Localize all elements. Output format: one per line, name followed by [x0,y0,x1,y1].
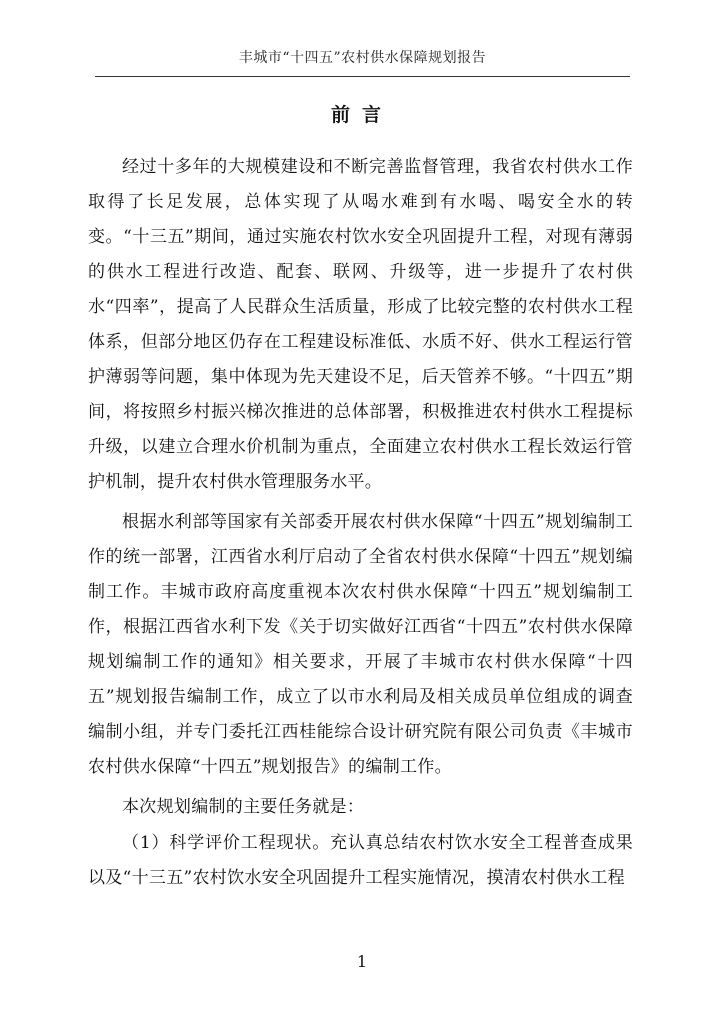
paragraph-tasks-lead: 本次规划编制的主要任务就是： [122,797,365,817]
paragraph-background: 根据水利部等国家有关部委开展农村供水保障“十四五”规划编制工作的统一部署，江西省水利厅启动了全省农村供水保障“十四五”规划编制工作。丰城市政府高度重视本次农村供水保障“十四五”规划编制工作，根据江西省水利下发《关于切实做好江西省“十四五”农村供水保障规划编制工作的通知》相关要求，开展了丰城市农村供水保障“十四五”规划报告编制工作，成立了以市水利局及相关成员单位组成的调查编制小组，并专门委托江西桂能综合设计研究院有限公司负责《丰城市农村供水保障“十四五”规划报告》的编制工作。 [88,512,633,777]
paragraph-task-1: （1）科学评价工程现状。充认真总结农村饮水安全工程普查成果以及“十三五”农村饮水安全巩固提升工程实施情况，摸清农村供水工程 [88,833,633,888]
header-rule [95,76,630,77]
page-title: 前言 [330,104,393,126]
document-body [88,150,633,896]
page-number: 1 [356,952,368,971]
running-header: 丰城市“十四五”农村供水保障规划报告 [238,50,487,66]
paragraph-intro: 经过十多年的大规模建设和不断完善监督管理，我省农村供水工作取得了长足发展，总体实现了从喝水难到有水喝、喝安全水的转变。“十三五”期间，通过实施农村饮水安全巩固提升工程，对现有薄弱的供水工程进行改造、配套、联网、升级等，进一步提升了农村供水“四率”，提高了人民群众生活质量，形成了比较完整的农村供水工程体系，但部分地区仍存在工程建设标准低、水质不好、供水工程运行管护薄弱等问题，集中体现为先天建设不足，后天管养不够。“十四五”期间，将按照乡村振兴梯次推进的总体部署，积极推进农村供水工程提标升级，以建立合理水价机制为重点，全面建立农村供水工程长效运行管护机制，提升农村供水管理服务水平。 [88,157,633,492]
